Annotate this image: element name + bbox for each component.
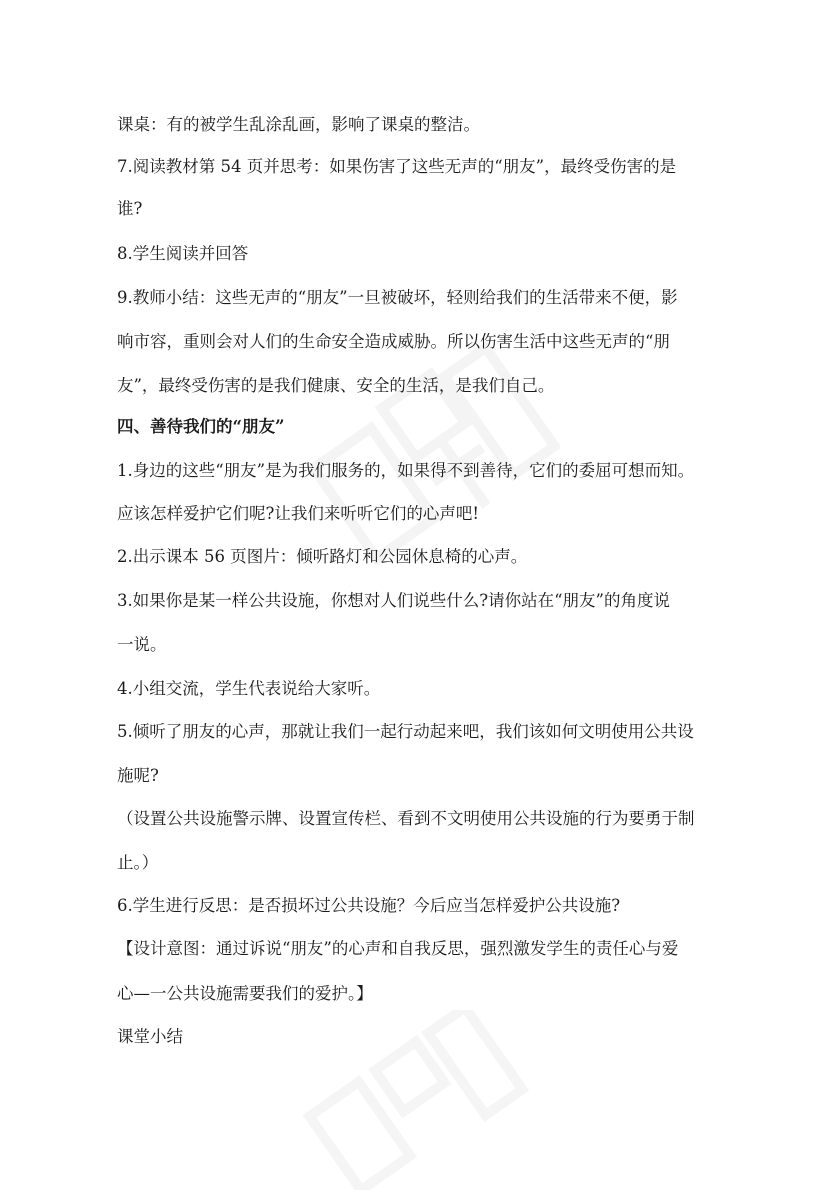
text-line: 心—一公共设施需要我们的爱护。】 <box>117 984 373 1003</box>
text-line: 1.身边的这些“朋友”是为我们服务的，如果得不到善待，它们的委屈可想而知。 <box>117 461 695 480</box>
text-line: 友”，最终受伤害的是我们健康、安全的生活，是我们自己。 <box>117 376 555 395</box>
text-line: 谁? <box>117 199 143 218</box>
text-line: 止。） <box>117 853 159 872</box>
text-line: 6.学生进行反思：是否损坏过公共设施？今后应当怎样爱护公共设施? <box>117 896 621 915</box>
text-line: 课堂小结 <box>117 1027 183 1046</box>
section-heading: 四、善待我们的“朋友” <box>117 417 285 436</box>
text-line: 3.如果你是某一样公共设施，你想对人们说些什么?请你站在“朋友”的角度说 <box>117 591 670 610</box>
text-line: 响市容，重则会对人们的生命安全造成威胁。所以伤害生活中这些无声的“朋 <box>117 332 670 351</box>
text-line: 施呢? <box>117 766 159 785</box>
text-line: 课桌：有的被学生乱涂乱画，影响了课桌的整洁。 <box>117 115 480 134</box>
text-line: 9.教师小结：这些无声的“朋友”一旦被破坏，轻则给我们的生活带来不便，影 <box>117 288 678 307</box>
text-line: 一说。 <box>117 635 167 654</box>
text-line: 2.出示课本 56 页图片：倾听路灯和公园休息椅的心声。 <box>117 547 528 566</box>
text-line: 7.阅读教材第 54 页并思考：如果伤害了这些无声的“朋友”，最终受伤害的是 <box>117 157 677 176</box>
text-line: 【设计意图：通过诉说“朋友”的心声和自我反思，强烈激发学生的责任心与爱 <box>117 939 679 958</box>
text-line: 5.倾听了朋友的心声，那就让我们一起行动起来吧，我们该如何文明使用公共设 <box>117 722 694 741</box>
text-line: 应该怎样爱护它们呢?让我们来听听它们的心声吧! <box>117 504 479 523</box>
text-line: 4.小组交流，学生代表说给大家听。 <box>117 679 381 698</box>
text-line: （设置公共设施警示牌、设置宣传栏、看到不文明使用公共设施的行为要勇于制 <box>117 809 695 828</box>
text-line: 8.学生阅读并回答 <box>117 244 249 263</box>
